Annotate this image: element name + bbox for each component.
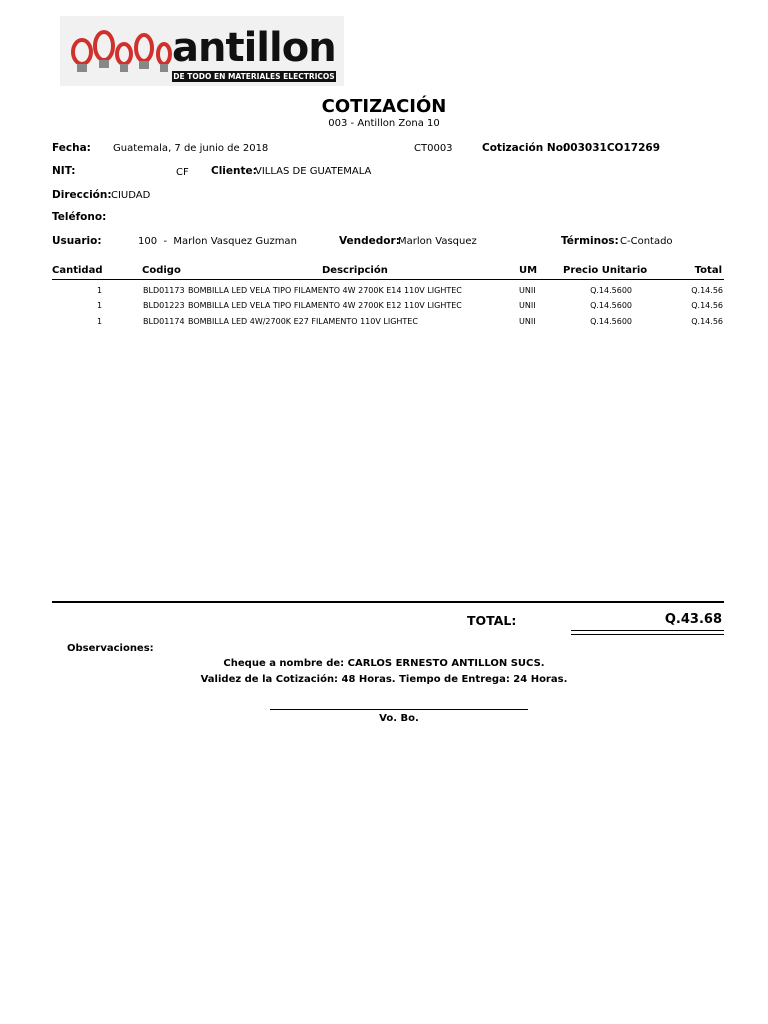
- terminos-label: Términos:: [561, 235, 619, 247]
- col-precio: Precio Unitario: [563, 265, 648, 276]
- row-um: UNII: [519, 301, 536, 310]
- row-um: UNII: [519, 317, 536, 326]
- company-name: antillon: [172, 25, 336, 71]
- cliente-label: Cliente:: [211, 165, 257, 177]
- col-um: UM: [519, 265, 538, 276]
- company-tagline: DE TODO EN MATERIALES ELECTRICOS: [173, 72, 335, 81]
- document-title: COTIZACIÓN: [321, 96, 447, 117]
- cotizacion-number: 003031CO17269: [563, 142, 660, 154]
- col-descripcion: Descripción: [322, 265, 388, 276]
- total-double-rule-bottom: [571, 634, 724, 635]
- cliente-value: VILLAS DE GUATEMALA: [255, 166, 372, 177]
- company-logo: [60, 16, 344, 86]
- document-code: CT0003: [414, 143, 453, 154]
- cotizacion-label: Cotización No:: [482, 142, 568, 154]
- vendedor-value: Marlon Vasquez: [398, 236, 477, 247]
- total-rule: [52, 601, 724, 603]
- direccion-value: CIUDAD: [111, 190, 151, 201]
- fecha-value: Guatemala, 7 de junio de 2018: [113, 143, 269, 154]
- row-total: Q.14.56: [691, 317, 723, 326]
- col-total: Total: [694, 265, 722, 276]
- fecha-label: Fecha:: [52, 142, 91, 154]
- row-um: UNII: [519, 286, 536, 295]
- nit-label: NIT:: [52, 165, 76, 177]
- usuario-value: 100 - Marlon Vasquez Guzman: [138, 236, 297, 247]
- row-cantidad: 1: [97, 286, 103, 295]
- row-codigo: BLD01173: [143, 286, 185, 295]
- light-bulbs-icon: [68, 28, 172, 78]
- branch-name: 003 - Antillon Zona 10: [328, 118, 440, 129]
- row-codigo: BLD01174: [143, 317, 185, 326]
- direccion-label: Dirección:: [52, 189, 112, 201]
- terminos-value: C-Contado: [620, 236, 673, 247]
- usuario-label: Usuario:: [52, 235, 102, 247]
- table-header-rule: [52, 279, 724, 280]
- total-double-rule-top: [571, 630, 724, 631]
- validez-line: Validez de la Cotización: 48 Horas. Tiempo de Entrega: 24 Horas.: [200, 674, 568, 685]
- vendedor-label: Vendedor:: [339, 235, 400, 247]
- row-cantidad: 1: [97, 301, 103, 310]
- vobo-label: Vo. Bo.: [379, 713, 419, 724]
- col-codigo: Codigo: [142, 265, 181, 276]
- nit-value: CF: [176, 167, 189, 178]
- row-descripcion: BOMBILLA LED VELA TIPO FILAMENTO 4W 2700K E14 110V LIGHTEC: [188, 286, 462, 295]
- row-total: Q.14.56: [691, 301, 723, 310]
- row-cantidad: 1: [97, 317, 103, 326]
- telefono-label: Teléfono:: [52, 211, 107, 223]
- row-precio: Q.14.5600: [590, 301, 632, 310]
- row-precio: Q.14.5600: [590, 286, 632, 295]
- col-cantidad: Cantidad: [52, 265, 103, 276]
- row-total: Q.14.56: [691, 286, 723, 295]
- signature-line: [270, 709, 528, 710]
- total-value: Q.43.68: [664, 612, 722, 627]
- total-label: TOTAL:: [467, 613, 517, 628]
- cheque-line: Cheque a nombre de: CARLOS ERNESTO ANTILLON SUCS.: [223, 658, 545, 669]
- row-precio: Q.14.5600: [590, 317, 632, 326]
- observaciones-label: Observaciones:: [67, 643, 154, 654]
- row-descripcion: BOMBILLA LED VELA TIPO FILAMENTO 4W 2700K E12 110V LIGHTEC: [188, 301, 462, 310]
- row-codigo: BLD01223: [143, 301, 185, 310]
- row-descripcion: BOMBILLA LED 4W/2700K E27 FILAMENTO 110V LIGHTEC: [188, 317, 418, 326]
